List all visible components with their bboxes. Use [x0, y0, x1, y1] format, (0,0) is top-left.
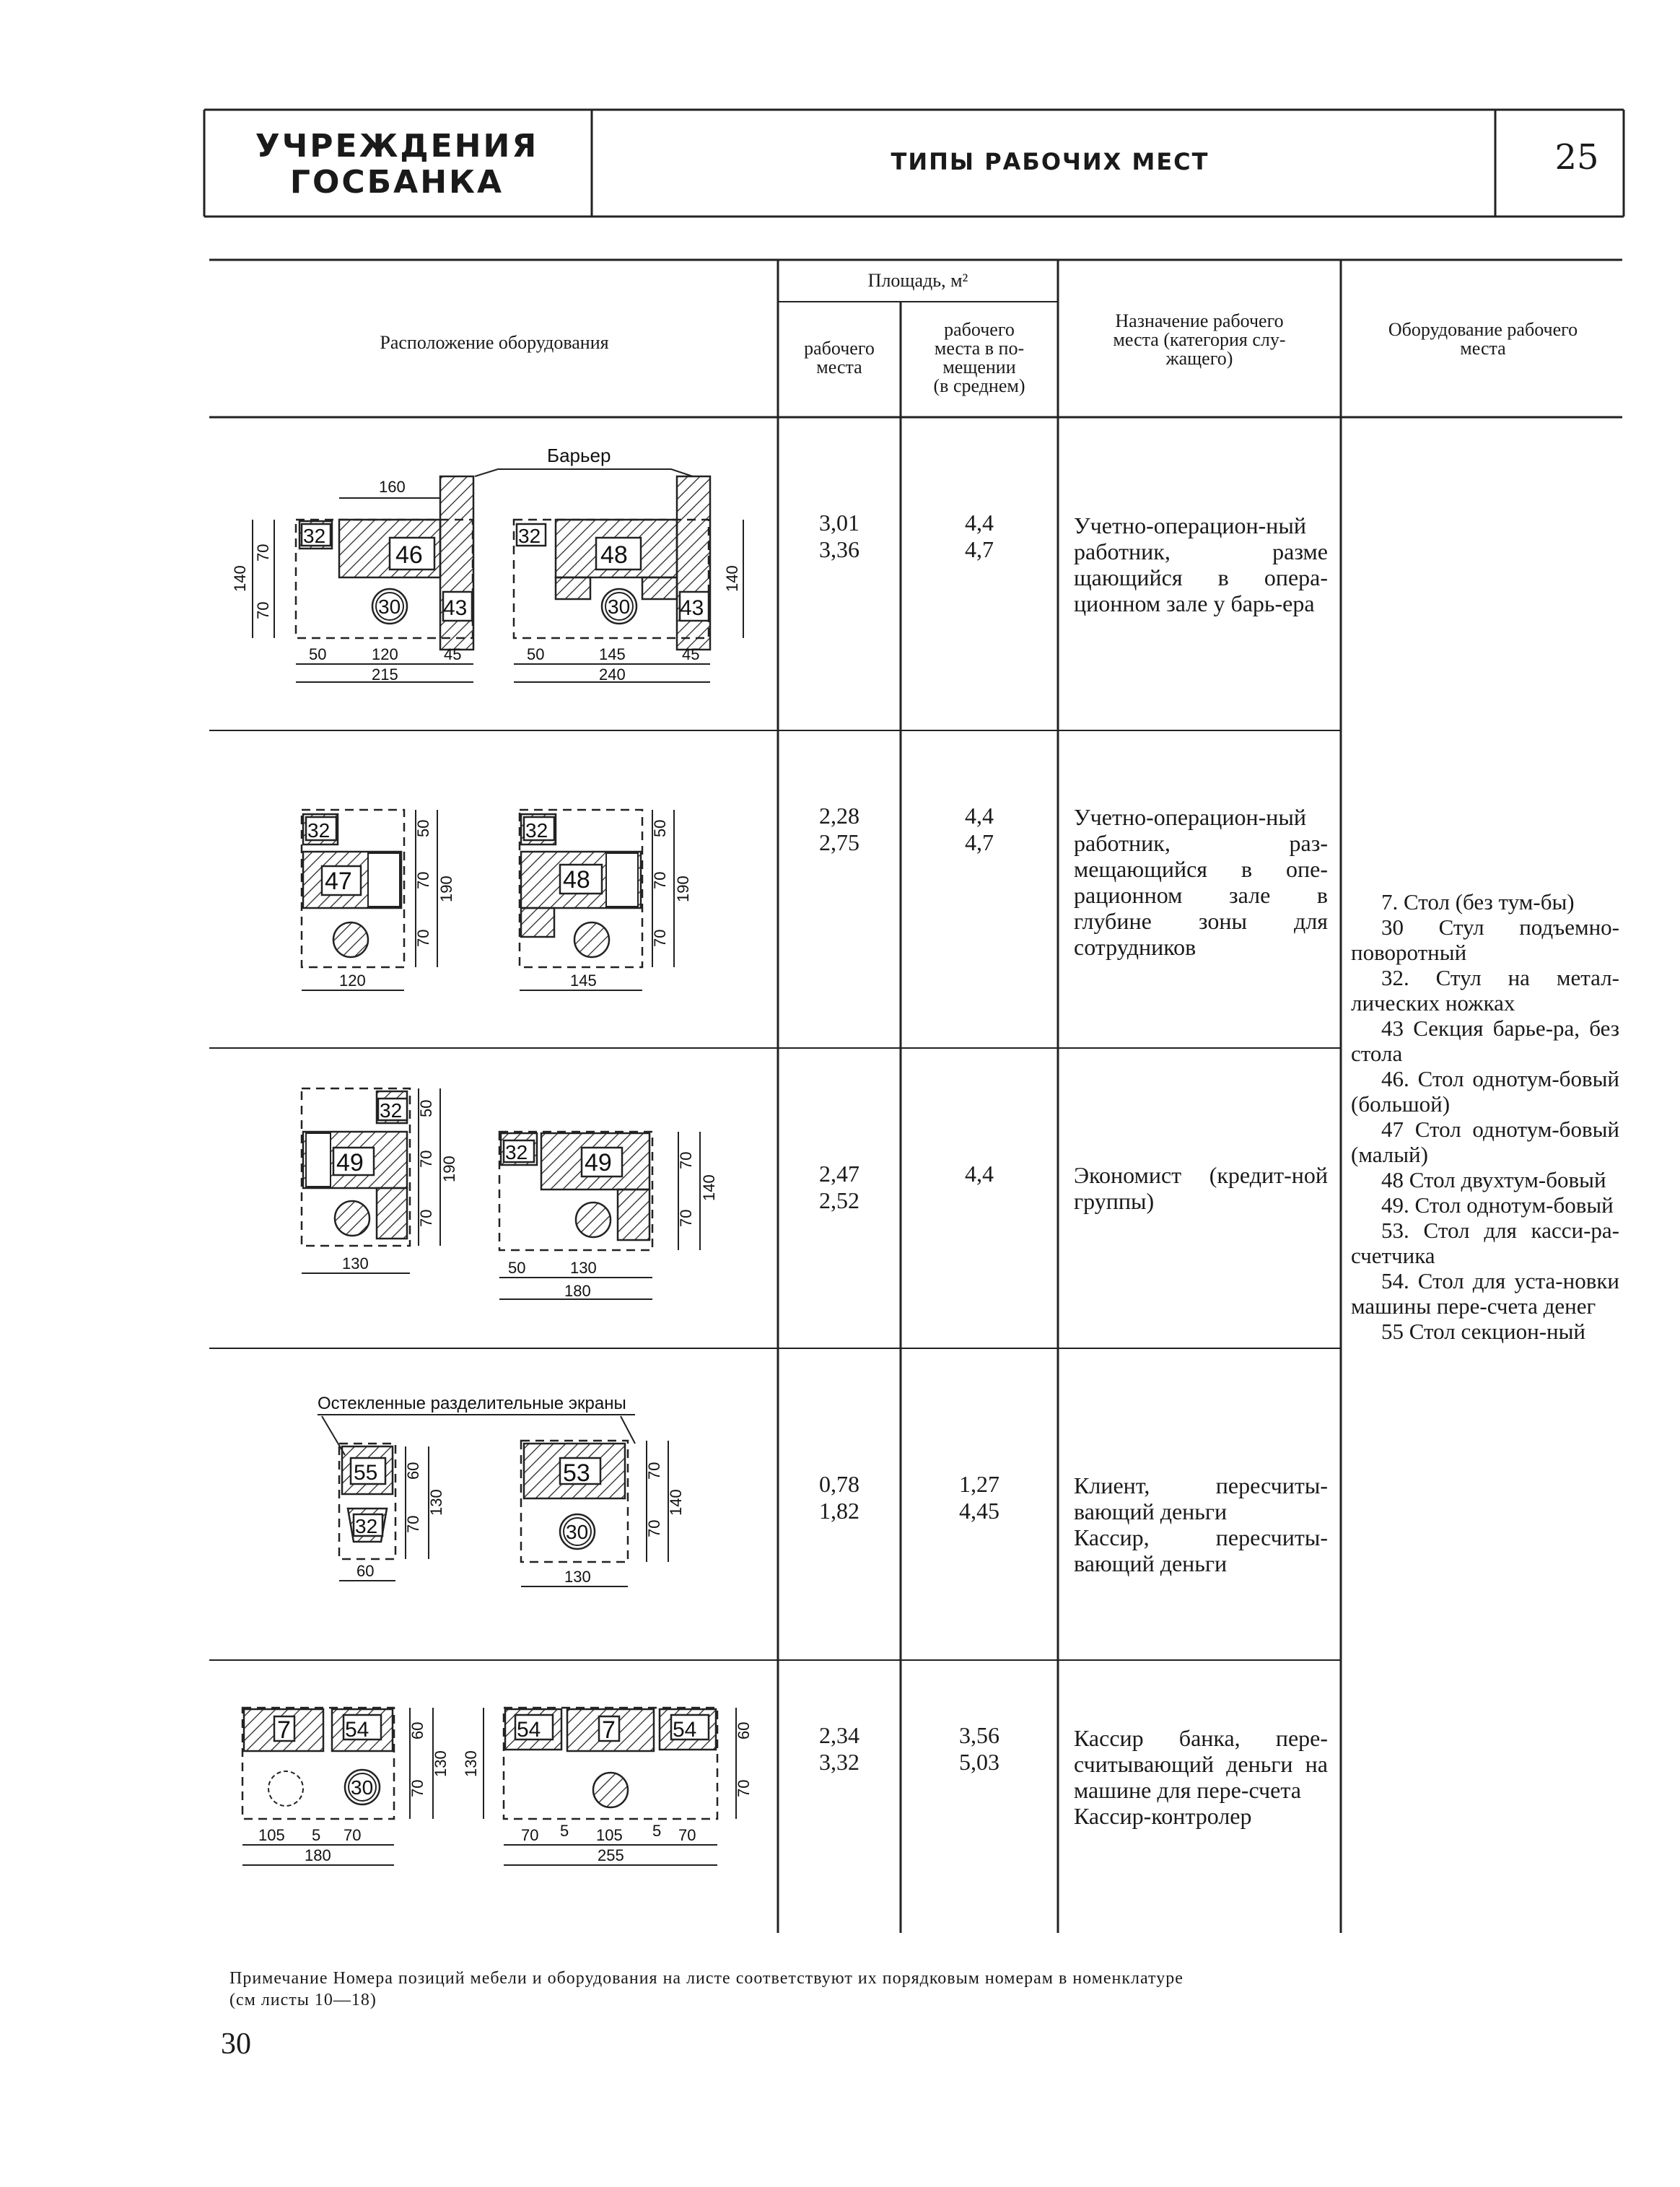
row4-area-room-2: 4,45: [959, 1498, 999, 1524]
dim-50: 50: [508, 1259, 526, 1277]
label-55: 55: [354, 1461, 378, 1485]
dim-70b: 70: [645, 1519, 663, 1537]
equipment-item: 53. Стол для касси-ра-счетчика: [1351, 1218, 1619, 1268]
label-32: 32: [525, 819, 548, 842]
label-30: 30: [566, 1521, 589, 1543]
equipment-item: 49. Стол однотум-бовый: [1381, 1192, 1614, 1218]
row5-area-room-1: 3,56: [959, 1722, 999, 1748]
label-49: 49: [585, 1149, 612, 1177]
col-header-area-workplace-l2: места: [816, 357, 862, 377]
dim-255: 255: [598, 1846, 624, 1864]
col-header-equipment-l2: места: [1460, 338, 1506, 359]
dim-180: 180: [305, 1846, 331, 1864]
footnote-line2: (см листы 10—18): [229, 1991, 377, 2009]
col-header-area-room-l2: места в по-: [934, 338, 1025, 359]
dim-50: 50: [414, 819, 432, 837]
equipment-item: 43 Секция барье-ра, без стола: [1351, 1016, 1619, 1066]
drawing-row1-left: [231, 476, 473, 684]
equipment-item: 54. Стол для уста-новки машины пере-счета денег: [1351, 1268, 1619, 1319]
row5-purpose-2: Кассир-контролер: [1074, 1803, 1252, 1829]
row4-area-workplace-1: 0,78: [819, 1471, 859, 1497]
dim-70a: 70: [414, 871, 432, 889]
equipment-item: 7. Стол (без тум-бы): [1381, 889, 1575, 914]
dim-5b: 5: [652, 1822, 662, 1840]
dim-5: 5: [312, 1826, 321, 1844]
row1-purpose: Учетно-операцион-ный работник, разме щающийся в опера-ционном зале у барь-ера: [1074, 512, 1328, 616]
drawing-row3-left: [302, 1088, 458, 1273]
dim-70b: 70: [678, 1826, 696, 1844]
dim-130: 130: [564, 1568, 591, 1586]
dim-160: 160: [379, 478, 406, 496]
dim-70b: 70: [651, 929, 669, 947]
equipment-item: 32. Стул на метал-лических ножках: [1351, 965, 1619, 1016]
dim-70b: 70: [677, 1209, 695, 1227]
label-53: 53: [563, 1459, 590, 1487]
equipment-item: 55 Стол секцион-ный: [1381, 1319, 1586, 1344]
row2-area-room-2: 4,7: [965, 829, 994, 855]
row1-area-room-2: 4,7: [965, 536, 994, 562]
dim-130: 130: [570, 1259, 597, 1277]
equipment-item: 47 Стол однотум-бовый (малый): [1351, 1117, 1619, 1167]
dim-70a: 70: [521, 1826, 539, 1844]
dim-60: 60: [404, 1462, 422, 1480]
dim-140: 140: [723, 565, 741, 592]
drawing-row4-left: [339, 1444, 445, 1581]
dim-45: 45: [444, 645, 462, 663]
dim-70a: 70: [254, 544, 272, 562]
dim-60: 60: [356, 1562, 375, 1580]
col-header-equipment-l1: Оборудование рабочего: [1388, 319, 1578, 340]
dim-70a: 70: [651, 871, 669, 889]
dim-50: 50: [309, 645, 327, 663]
row1-area-workplace-1: 3,01: [819, 510, 859, 536]
col-header-purpose-l1: Назначение рабочего: [1115, 310, 1284, 331]
dim-45: 45: [682, 645, 700, 663]
row4-area-workplace-2: 1,82: [819, 1498, 859, 1524]
dim-70a: 70: [417, 1150, 435, 1168]
row2-area-workplace-1: 2,28: [819, 803, 859, 829]
drawing-row5-left: [242, 1708, 450, 1865]
equipment-item: 30 Стул подъемно-поворотный: [1351, 914, 1619, 965]
row5-area-workplace-2: 3,32: [819, 1749, 859, 1775]
label-32: 32: [303, 525, 326, 547]
footnote: [229, 1968, 1629, 2011]
dim-70b: 70: [417, 1209, 435, 1227]
dim-50: 50: [651, 819, 669, 837]
dim-70: 70: [735, 1779, 753, 1797]
dim-140: 140: [667, 1489, 685, 1516]
row2-area-room-1: 4,4: [965, 803, 994, 829]
drawing-row4-right: [521, 1441, 685, 1586]
col-header-area-workplace-l1: рабочего: [804, 338, 875, 359]
dim-70a: 70: [677, 1151, 695, 1169]
dim-130: 130: [462, 1750, 480, 1777]
label-46: 46: [395, 541, 423, 569]
label-43: 43: [680, 596, 704, 620]
dim-130: 130: [432, 1750, 450, 1777]
dim-70: 70: [344, 1826, 362, 1844]
label-7: 7: [277, 1716, 291, 1744]
dim-105: 105: [258, 1826, 285, 1844]
barrier-43: [677, 476, 710, 650]
col-header-area: Площадь, м²: [867, 270, 968, 291]
row4-purpose-1: Клиент, пересчиты-вающий деньги: [1074, 1472, 1328, 1524]
row5-area-workplace-1: 2,34: [819, 1722, 859, 1748]
dim-5a: 5: [560, 1822, 569, 1840]
dim-215: 215: [372, 665, 398, 684]
row2-area-workplace-2: 2,75: [819, 829, 859, 855]
dim-130: 130: [342, 1254, 369, 1273]
label-48: 48: [600, 541, 628, 569]
drawing-row2-right: [520, 810, 692, 990]
dim-145: 145: [570, 972, 597, 990]
footnote-line1: Примечание Номера позиций мебели и оборудования на листе соответствуют их порядковым номерам в номенклатуре: [229, 1969, 1184, 1988]
row4-area-room-1: 1,27: [959, 1471, 999, 1497]
row3-area-workplace-1: 2,47: [819, 1161, 859, 1187]
section-title-line2: ГОСБАНКА: [289, 164, 504, 201]
row1-area-workplace-2: 3,36: [819, 536, 859, 562]
dim-240: 240: [599, 665, 626, 684]
label-30: 30: [608, 595, 631, 618]
dim-70b: 70: [414, 929, 432, 947]
row2-purpose: Учетно-операцион-ный работник, раз-мещающийся в опе-рационном зале в глубине зоны для сотрудников: [1074, 804, 1328, 960]
label-54: 54: [673, 1718, 697, 1742]
label-32: 32: [380, 1099, 403, 1122]
row5-area-room-2: 5,03: [959, 1749, 999, 1775]
dim-120: 120: [339, 972, 366, 990]
row3-area-room-1: 4,4: [965, 1161, 994, 1187]
row4-purpose-2: Кассир, пересчиты-вающий деньги: [1074, 1524, 1328, 1576]
row3-purpose: Экономист (кредит-ной группы): [1074, 1162, 1328, 1214]
dim-140: 140: [231, 565, 249, 592]
page-number: 30: [221, 2027, 251, 2061]
dim-60: 60: [735, 1721, 753, 1739]
sheet-number: 25: [1554, 137, 1599, 178]
barrier-label: Барьер: [547, 445, 611, 466]
label-54: 54: [345, 1718, 369, 1742]
col-header-purpose-l3: жащего): [1165, 348, 1233, 369]
dim-105: 105: [596, 1826, 623, 1844]
label-30: 30: [378, 595, 401, 618]
dim-50: 50: [417, 1099, 435, 1117]
barrier-43: [440, 476, 473, 650]
dim-190: 190: [674, 876, 692, 902]
row3-area-workplace-2: 2,52: [819, 1187, 859, 1213]
label-47: 47: [325, 868, 352, 895]
dim-70: 70: [404, 1515, 422, 1533]
label-30: 30: [351, 1776, 374, 1799]
dim-60: 60: [408, 1721, 426, 1739]
screens-label: Остекленные разделительные экраны: [318, 1394, 626, 1413]
label-48: 48: [563, 866, 590, 894]
dim-70a: 70: [645, 1462, 663, 1480]
drawing-row1-right: [514, 476, 743, 684]
section-title-line1: УЧРЕЖДЕНИЯ: [255, 128, 539, 165]
label-54: 54: [517, 1718, 541, 1742]
label-32: 32: [518, 525, 541, 547]
col-header-layout: Расположение оборудования: [380, 332, 609, 353]
dim-70b: 70: [254, 601, 272, 619]
dim-190: 190: [437, 876, 455, 902]
dim-120: 120: [372, 645, 398, 663]
dim-130: 130: [427, 1489, 445, 1516]
dim-50: 50: [527, 645, 545, 663]
label-43: 43: [443, 596, 468, 620]
label-49: 49: [336, 1149, 364, 1177]
col-header-area-room-l4: (в среднем): [933, 375, 1025, 396]
drawing-row5-right: [462, 1708, 753, 1865]
col-header-purpose-l2: места (категория слу-: [1113, 329, 1286, 350]
row1-area-room-1: 4,4: [965, 510, 994, 536]
equipment-item: 46. Стол однотум-бовый (большой): [1351, 1066, 1619, 1117]
label-7: 7: [602, 1716, 616, 1744]
drawing-row2-left: [302, 810, 455, 990]
dim-145: 145: [599, 645, 626, 663]
dim-180: 180: [564, 1282, 591, 1300]
col-header-area-room-l3: мещении: [942, 357, 1016, 377]
equipment-item: 48 Стол двухтум-бовый: [1381, 1167, 1606, 1192]
label-32: 32: [307, 819, 331, 842]
drawing-row3-right: [499, 1132, 718, 1300]
col-header-area-room-l1: рабочего: [944, 319, 1015, 340]
row5-purpose-1: Кассир банка, пере-считывающий деньги на машине для пере-счета: [1074, 1725, 1328, 1803]
label-32: 32: [505, 1141, 528, 1164]
dim-70: 70: [408, 1779, 426, 1797]
label-32: 32: [355, 1515, 378, 1537]
sheet-title: ТИПЫ РАБОЧИХ МЕСТ: [891, 148, 1209, 175]
dim-140: 140: [700, 1174, 718, 1201]
dim-190: 190: [440, 1156, 458, 1182]
